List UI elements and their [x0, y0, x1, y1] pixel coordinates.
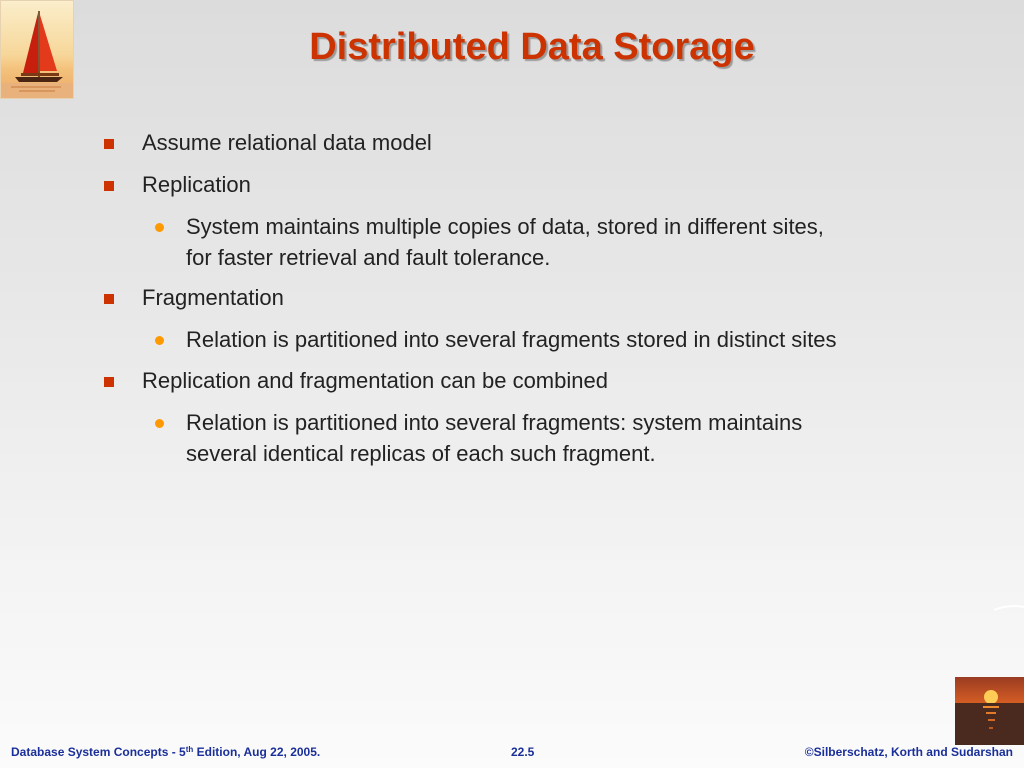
- footer-book-prefix: Database System Concepts - 5: [11, 745, 186, 759]
- square-bullet-icon: [104, 294, 114, 304]
- decorative-swoosh-icon: [994, 604, 1024, 612]
- footer-edition-sup: th: [185, 745, 194, 754]
- round-bullet-icon: [155, 336, 164, 345]
- round-bullet-icon: [155, 223, 164, 232]
- sub-bullet-line: Relation is partitioned into several fragments stored in distinct sites: [186, 327, 837, 352]
- footer-copyright: ©Silberschatz, Korth and Sudarshan: [804, 745, 1013, 759]
- square-bullet-icon: [104, 139, 114, 149]
- sub-bullet-line: for faster retrieval and fault tolerance.: [186, 245, 551, 270]
- footer-page-number: 22.5: [511, 745, 535, 759]
- sub-bullet-line: Relation is partitioned into several fragments: system maintains: [186, 410, 803, 435]
- bullet-item: Replication: [142, 172, 251, 197]
- bullet-item: Replication and fragmentation can be combined: [142, 368, 608, 393]
- slide-title: Distributed Data Storage: [309, 26, 755, 68]
- bullet-item: Assume relational data model: [142, 130, 432, 155]
- square-bullet-icon: [104, 377, 114, 387]
- bullet-item: Fragmentation: [142, 285, 284, 310]
- footer-book-edition: [11, 745, 320, 759]
- sub-bullet-line: System maintains multiple copies of data, stored in different sites,: [186, 214, 824, 239]
- square-bullet-icon: [104, 181, 114, 191]
- round-bullet-icon: [155, 419, 164, 428]
- footer-book-suffix: Edition, Aug 22, 2005.: [193, 745, 321, 759]
- sub-bullet-line: several identical replicas of each such fragment.: [186, 441, 656, 466]
- sunset-logo-icon: [955, 677, 1024, 745]
